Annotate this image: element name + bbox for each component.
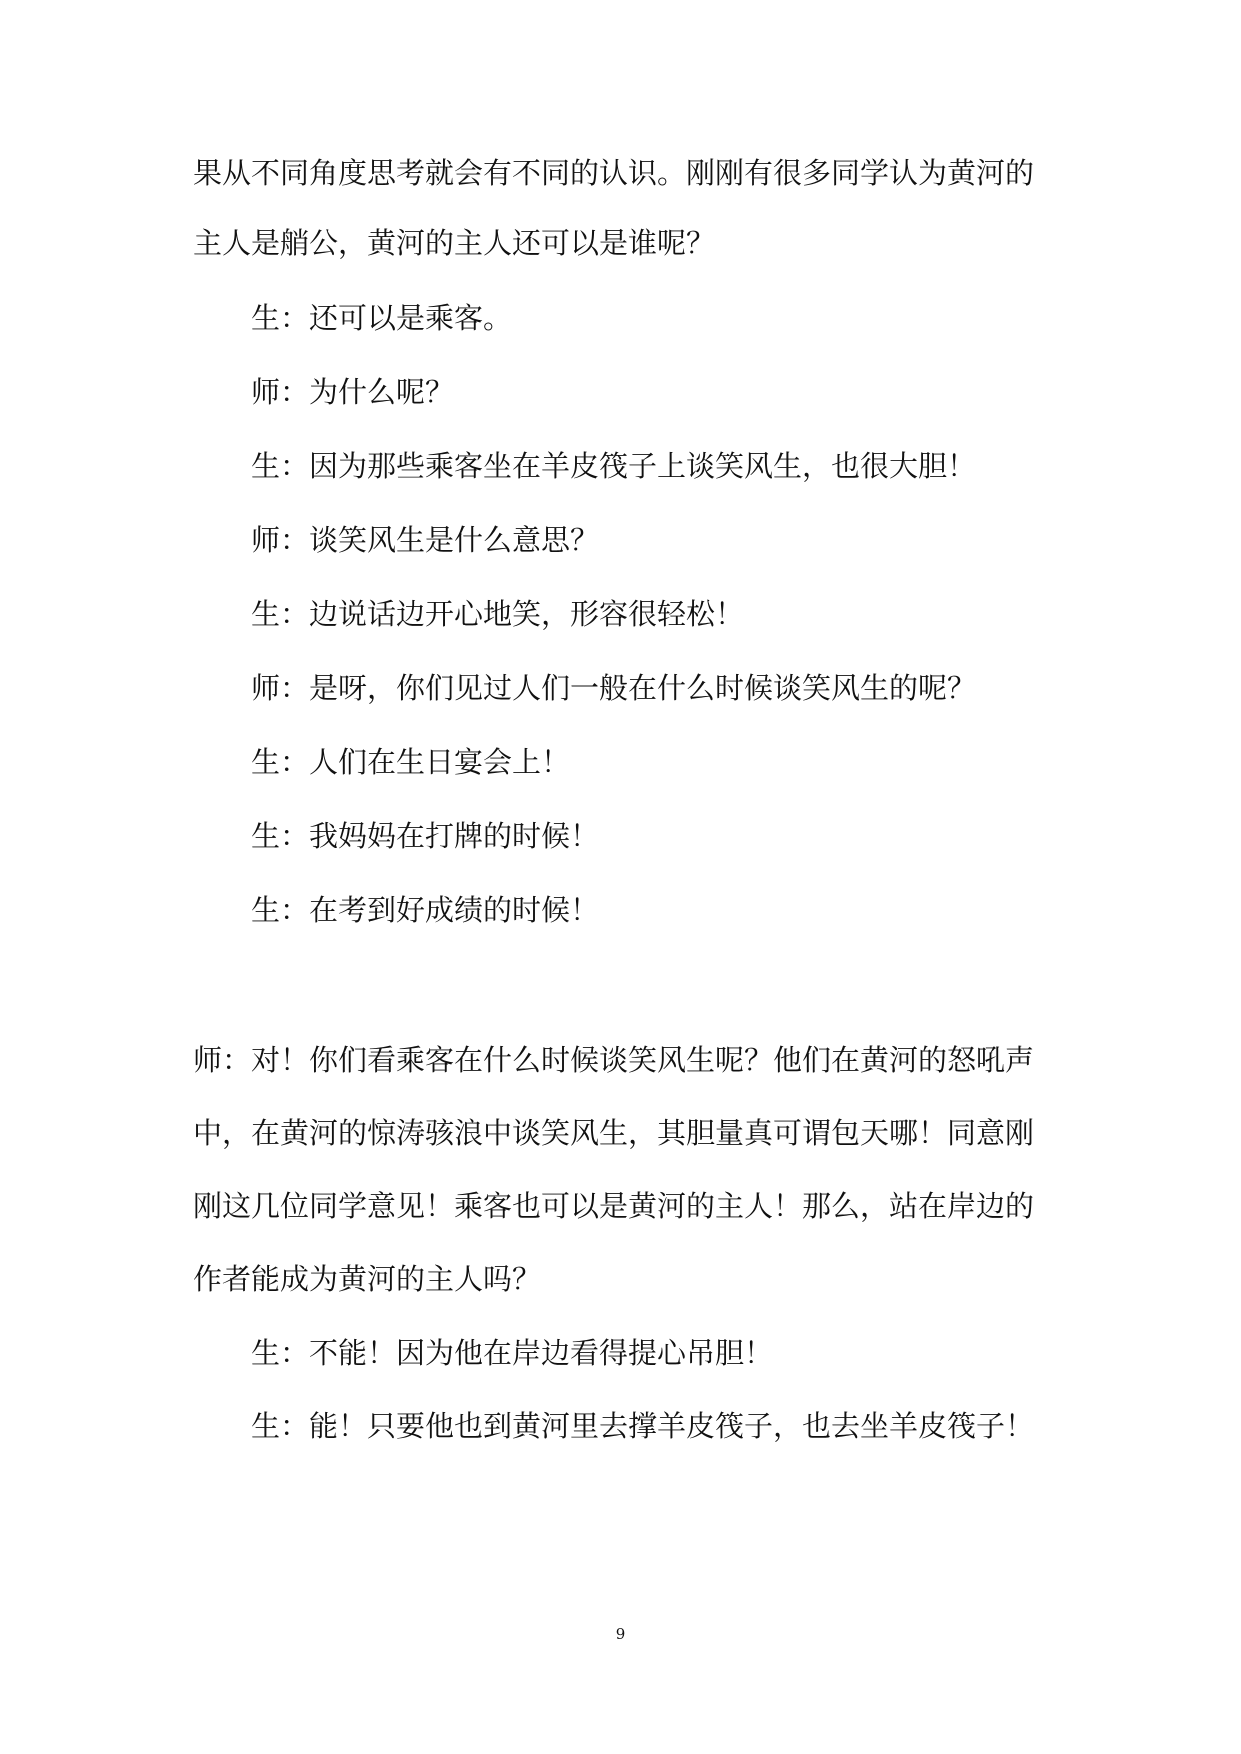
dialogue-line: 生：人们在生日宴会上！ [251, 745, 571, 779]
paragraph-line: 果从不同角度思考就会有不同的认识。刚刚有很多同学认为黄河的 [193, 156, 1035, 190]
dialogue-line: 生：我妈妈在打牌的时候！ [251, 819, 600, 853]
paragraph-line: 作者能成为黄河的主人吗？ [193, 1262, 542, 1296]
dialogue-line: 生：能！只要他也到黄河里去撑羊皮筏子，也去坐羊皮筏子！ [251, 1409, 1035, 1443]
dialogue-line: 生：因为那些乘客坐在羊皮筏子上谈笑风生，也很大胆！ [251, 449, 977, 483]
paragraph-line: 师：对！你们看乘客在什么时候谈笑风生呢？他们在黄河的怒吼声 [193, 1043, 1035, 1077]
paragraph-line: 中，在黄河的惊涛骇浪中谈笑风生，其胆量真可谓包天哪！同意刚 [193, 1116, 1035, 1150]
dialogue-line: 生：边说话边开心地笑，形容很轻松！ [251, 597, 745, 631]
dialogue-line: 生：在考到好成绩的时候！ [251, 893, 600, 927]
paragraph-line: 刚这几位同学意见！乘客也可以是黄河的主人！那么，站在岸边的 [193, 1189, 1035, 1223]
dialogue-line: 师：是呀，你们见过人们一般在什么时候谈笑风生的呢？ [251, 671, 977, 705]
dialogue-line: 师：为什么呢？ [251, 375, 455, 409]
page-number: 9 [615, 1625, 626, 1643]
dialogue-line: 生：还可以是乘客。 [251, 301, 513, 335]
paragraph-line: 主人是艄公，黄河的主人还可以是谁呢？ [193, 226, 716, 260]
dialogue-line: 生：不能！因为他在岸边看得提心吊胆！ [251, 1336, 774, 1370]
dialogue-line: 师：谈笑风生是什么意思？ [251, 523, 600, 557]
